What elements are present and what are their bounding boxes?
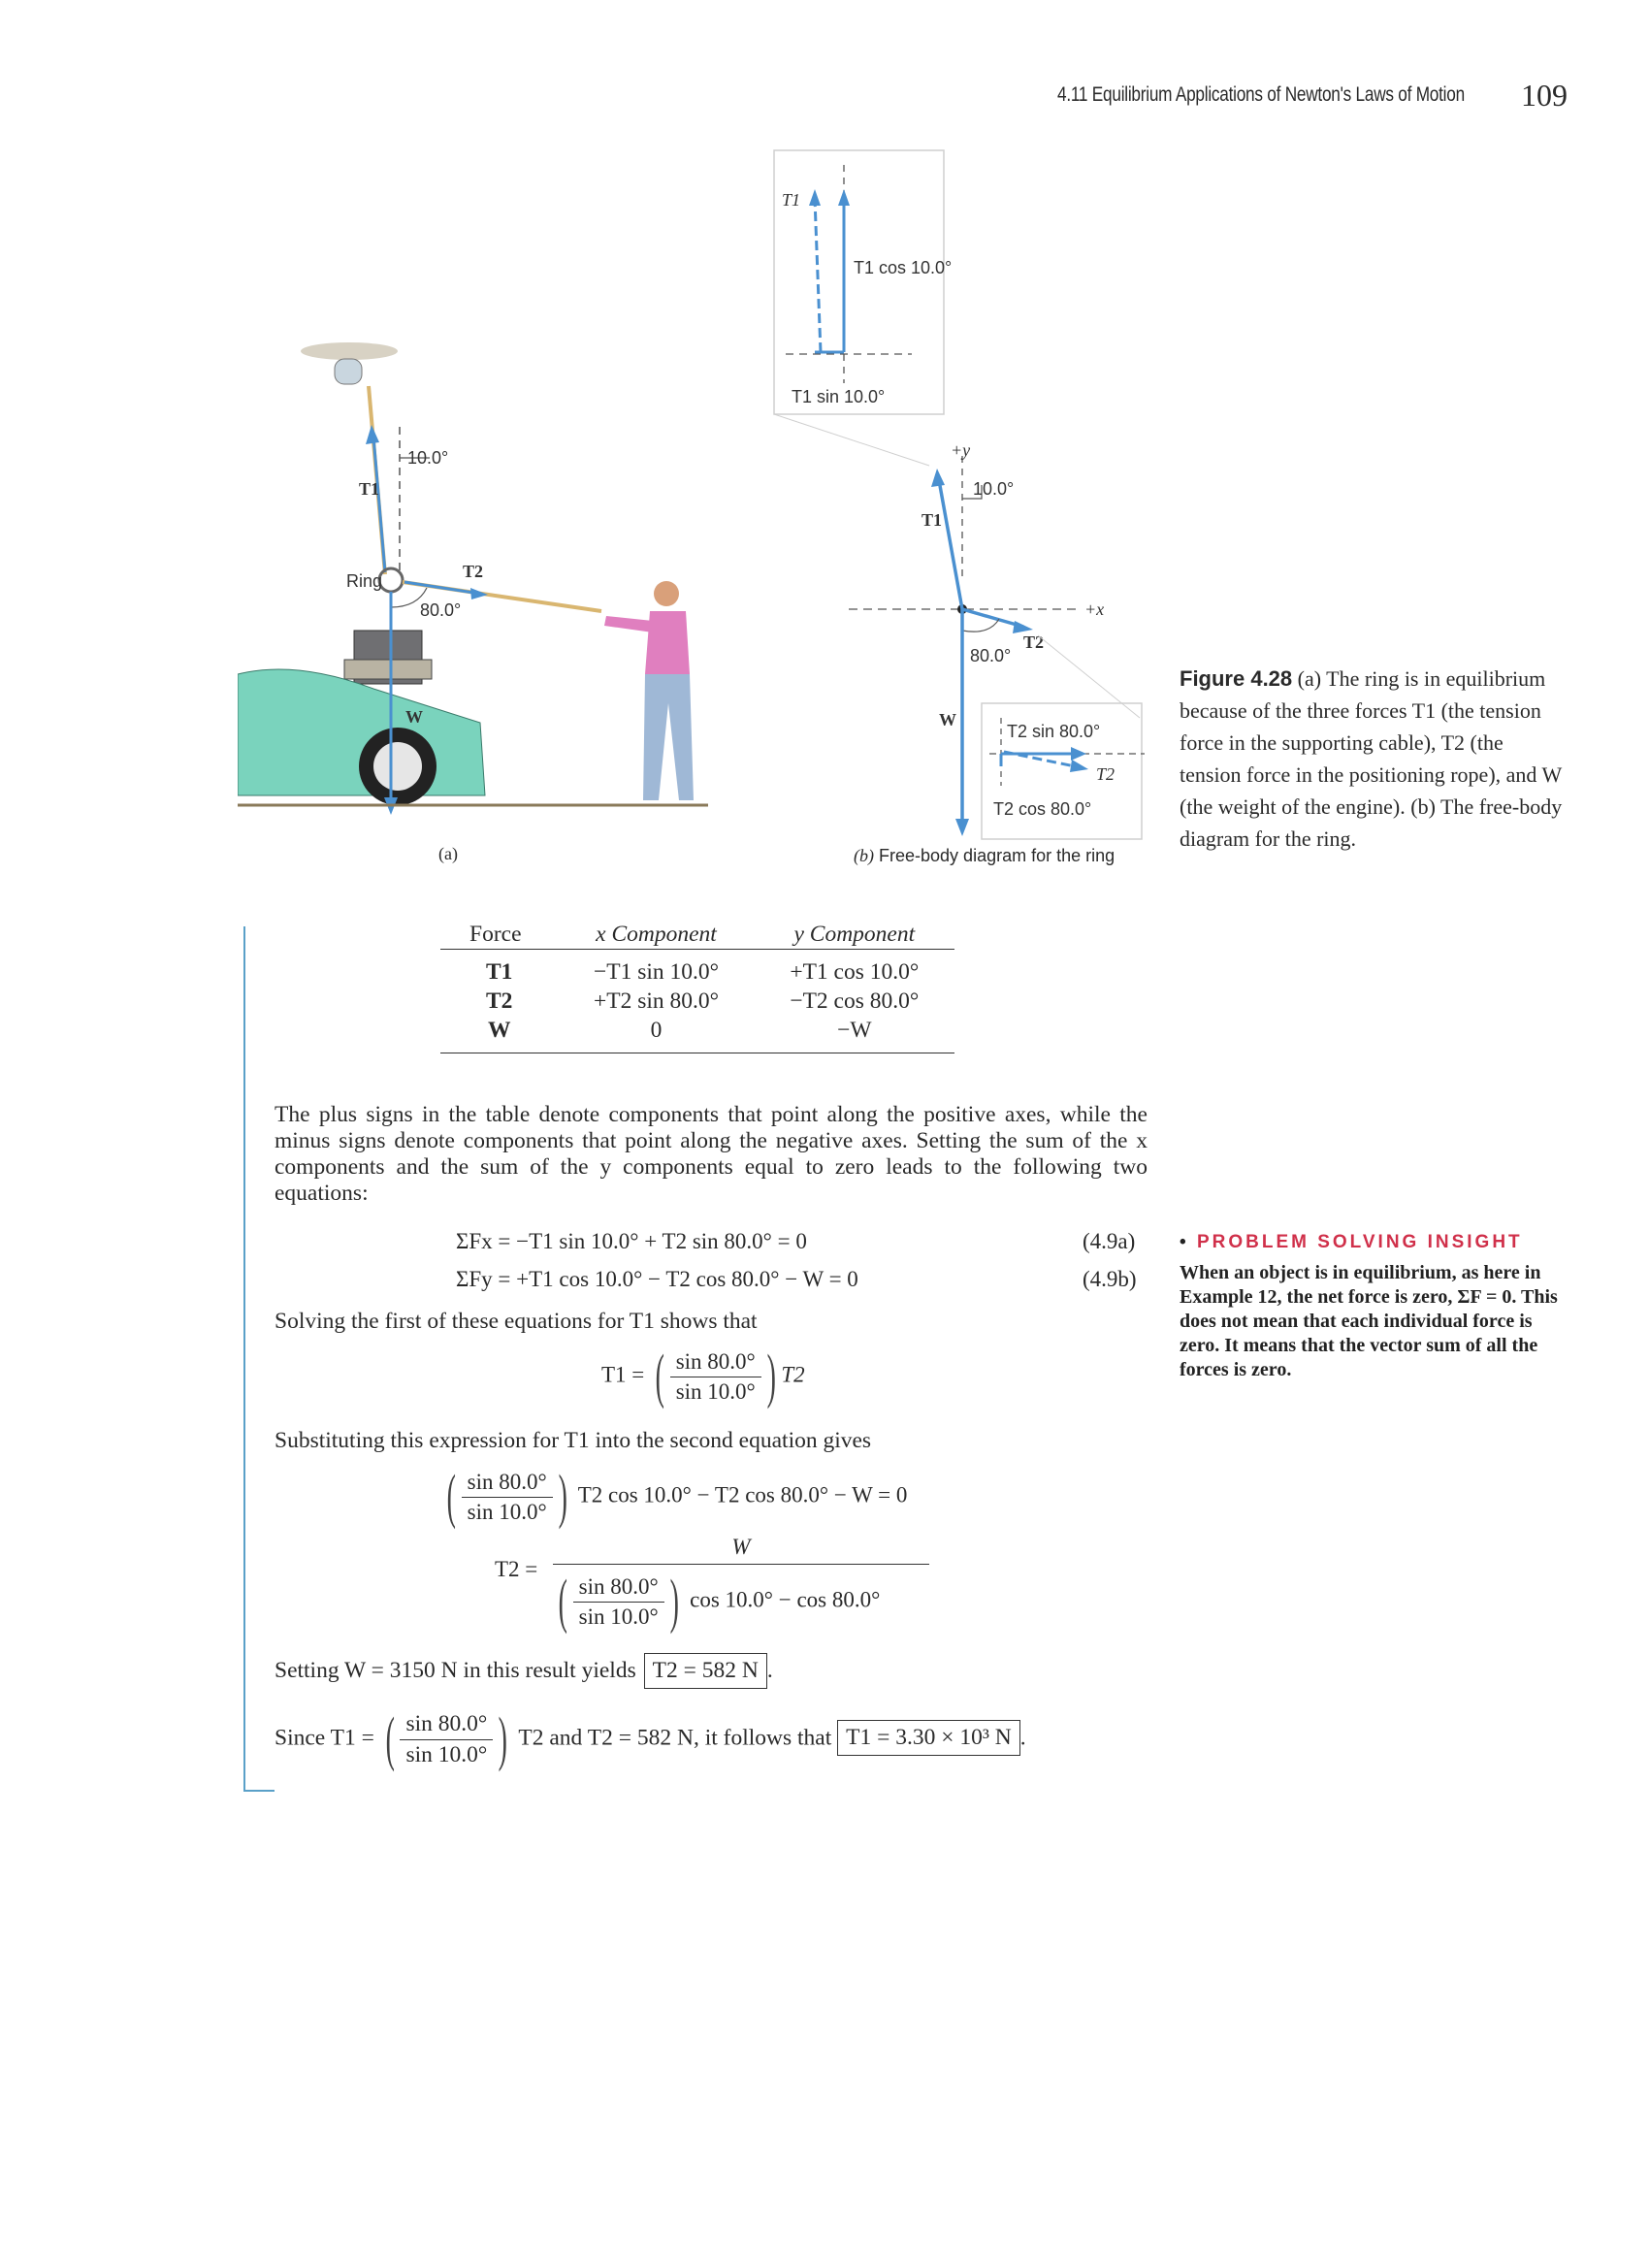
table-cell: 0	[650, 1017, 663, 1043]
figure-b-caption	[854, 846, 1115, 866]
since-text: Since T1 =	[275, 1725, 374, 1751]
fraction-denominator: sin 10.0°	[675, 1378, 756, 1404]
since-rest: T2 and T2 = 582 N, it follows that	[518, 1725, 832, 1751]
figure-caption-text: (a) The ring is in equilibrium because of the three forces T1 (the tension force in the supporting cable), T2 (the tension force in the positioning rope), and W (the weight of the engine). (b) The free-body diagram for the ring.	[1180, 666, 1563, 851]
paren-right: )	[766, 1344, 776, 1409]
equation-t1	[601, 1346, 805, 1407]
fbd-w-head	[955, 819, 969, 836]
fbd-angle-arc	[962, 619, 999, 632]
fraction-denominator: sin 10.0°	[578, 1604, 659, 1629]
equation-4-9b: ΣFy = +T1 cos 10.0° − T2 cos 80.0° − W = 0	[456, 1267, 858, 1291]
ceiling-mount	[301, 342, 398, 360]
paren-left: (	[385, 1706, 395, 1772]
fbd-plus-x: +x	[1084, 599, 1105, 619]
inset1-t1-arrow	[815, 199, 821, 352]
equation-number-a: (4.9a)	[1083, 1229, 1136, 1253]
table-cell: +T1 cos 10.0°	[790, 958, 920, 985]
paragraph-intro: The plus signs in the table denote components that point along the positive axes, while the minus signs denote components that point along the negative axes. Setting the sum of the x components and the sum of the y components equal to zero leads to the following two equations:	[275, 1102, 1148, 1206]
substituting-sentence: Substituting this expression for T1 into the second equation gives	[275, 1428, 872, 1453]
t1-lhs: T1 =	[601, 1362, 645, 1387]
t1-rhs: T2	[781, 1362, 805, 1387]
example-bracket	[243, 926, 275, 1792]
fbd-t1-arrow	[939, 480, 962, 609]
paren-left: (	[558, 1569, 567, 1635]
fbd-angle-top: 10.0°	[973, 479, 1015, 499]
table-header: x Component	[596, 921, 717, 947]
table-header: Force	[469, 921, 522, 947]
t1-result-box: T1 = 3.30 × 10³ N	[837, 1720, 1020, 1756]
table-cell: T1	[485, 958, 513, 985]
figure-a-illustration	[238, 340, 723, 883]
t2-arrowhead	[470, 588, 488, 599]
fbd-angle-side: 80.0°	[970, 646, 1012, 665]
a-t2-label: T2	[463, 562, 484, 581]
equation-4-9a: ΣFx = −T1 sin 10.0° + T2 sin 80.0° = 0	[456, 1229, 807, 1253]
paren-left: (	[446, 1464, 456, 1530]
t2-arrow	[404, 582, 480, 594]
since-sentence: Since T1 = ( $\frac{\sin 80.0^\circ}{\sin 10.0^\circ}$ ) T2 and T2 = 582 N, it follows that T1 = 3.30 × 10³ N .	[275, 1706, 1026, 1772]
t2-result-box: T2 = 582 N	[644, 1653, 767, 1689]
inset1-connector	[774, 414, 929, 466]
figure-b-caption-text: Free-body diagram for the ring	[879, 846, 1116, 865]
insight-heading-text: PROBLEM SOLVING INSIGHT	[1196, 1232, 1523, 1252]
t2-denominator	[553, 1569, 881, 1635]
bullet-icon: •	[1180, 1232, 1189, 1252]
man-head	[654, 581, 679, 606]
table-row	[440, 1016, 954, 1053]
inset2-cos-label: T2 cos 80.0°	[993, 799, 1092, 819]
paren-right: )	[558, 1464, 567, 1530]
since-fraction	[400, 1711, 493, 1768]
man-jeans	[643, 674, 694, 800]
e3-rest: T2 cos 10.0° − T2 cos 80.0° − W = 0	[577, 1482, 908, 1507]
fraction-numerator: sin 80.0°	[573, 1574, 664, 1603]
problem-solving-insight	[1180, 1232, 1568, 1382]
fbd-w-label: W	[939, 710, 956, 729]
table-cell: W	[487, 1017, 511, 1043]
fraction-numerator: sin 80.0°	[462, 1470, 553, 1498]
page-number: 109	[1521, 78, 1568, 113]
figure-b-label: (b)	[854, 846, 874, 865]
man-shirt	[645, 611, 690, 674]
figure-a-label: (a)	[438, 844, 458, 863]
fbd-t1-label: T1	[922, 510, 943, 530]
inset1-sin-label: T1 sin 10.0°	[792, 387, 886, 406]
insight-heading	[1180, 1232, 1568, 1253]
t2-numerator: W	[553, 1535, 929, 1565]
inset2-t2-label: T2	[1096, 764, 1116, 784]
t2-inner-fraction	[573, 1574, 664, 1630]
insight-text: When an object is in equilibrium, as here in Example 12, the net force is zero, ΣF = 0. This does not mean that each individual force is zero. It means that the vector sum of all the forces is zero.	[1180, 1262, 1558, 1380]
fraction-denominator: sin 10.0°	[467, 1499, 547, 1524]
a-ring-label: Ring	[346, 571, 383, 591]
car-hub	[373, 742, 422, 791]
fraction-numerator: sin 80.0°	[400, 1711, 493, 1740]
t2-lhs: T2 =	[495, 1557, 538, 1581]
inset1-cos-label: T1 cos 10.0°	[854, 258, 953, 277]
table-row	[440, 987, 954, 1016]
equation-number-b: (4.9b)	[1083, 1267, 1137, 1291]
table-cell: −T1 sin 10.0°	[593, 958, 720, 985]
solving-sentence: Solving the first of these equations for T1 shows that	[275, 1309, 758, 1334]
table-row	[440, 950, 954, 988]
a-t1-label: T1	[359, 479, 380, 499]
table-cell: −T2 cos 80.0°	[790, 988, 920, 1014]
fraction-denominator: sin 10.0°	[405, 1741, 488, 1767]
inset1-t1-label: T1	[782, 190, 801, 210]
figure-caption	[1180, 663, 1568, 855]
a-w-label: W	[405, 707, 423, 727]
a-angle-top: 10.0°	[407, 448, 449, 468]
figure-b-fbd	[757, 146, 1174, 873]
t1-arrowhead	[366, 425, 379, 444]
man-arm	[604, 616, 653, 632]
fbd-t1-head	[931, 469, 945, 487]
fraction-numerator: sin 80.0°	[670, 1349, 761, 1377]
equation-substituted	[441, 1464, 908, 1530]
table-cell: T2	[485, 988, 513, 1014]
inset1-cos-head	[838, 189, 850, 206]
running-header: 4.11 Equilibrium Applications of Newton's Laws of Motion	[1057, 83, 1465, 106]
fbd-plus-y: +y	[951, 440, 971, 460]
figure-caption-label: Figure 4.28	[1180, 666, 1293, 691]
t2-denominator-rest: cos 10.0° − cos 80.0°	[690, 1587, 881, 1612]
inset1-t1-head	[809, 189, 821, 206]
engine-block	[344, 660, 432, 679]
table-header: y Component	[793, 921, 916, 947]
inset2-sin-label: T2 sin 80.0°	[1007, 722, 1101, 741]
ring	[379, 568, 403, 592]
fbd-t2-label: T2	[1023, 632, 1045, 652]
t1-arrow	[373, 437, 385, 572]
e3-fraction	[462, 1470, 553, 1525]
paren-right: )	[669, 1569, 679, 1635]
inset2-sin-head	[1071, 747, 1086, 761]
inset2-connector	[1038, 635, 1140, 718]
table-cell: −W	[837, 1017, 872, 1043]
a-angle-side: 80.0°	[420, 600, 462, 620]
setting-sentence: Setting W = 3150 N in this result yields T2 = 582 N .	[275, 1653, 773, 1689]
table-cell: +T2 sin 80.0°	[593, 988, 720, 1014]
paren-right: )	[498, 1706, 508, 1772]
force-components-table	[440, 920, 954, 1053]
table-header-row	[440, 920, 954, 950]
pulley	[335, 359, 362, 384]
setting-text: Setting W = 3150 N in this result yields	[275, 1658, 636, 1683]
inset2-t2-head	[1070, 760, 1088, 772]
paren-left: (	[655, 1344, 665, 1409]
t1-fraction	[670, 1349, 761, 1405]
